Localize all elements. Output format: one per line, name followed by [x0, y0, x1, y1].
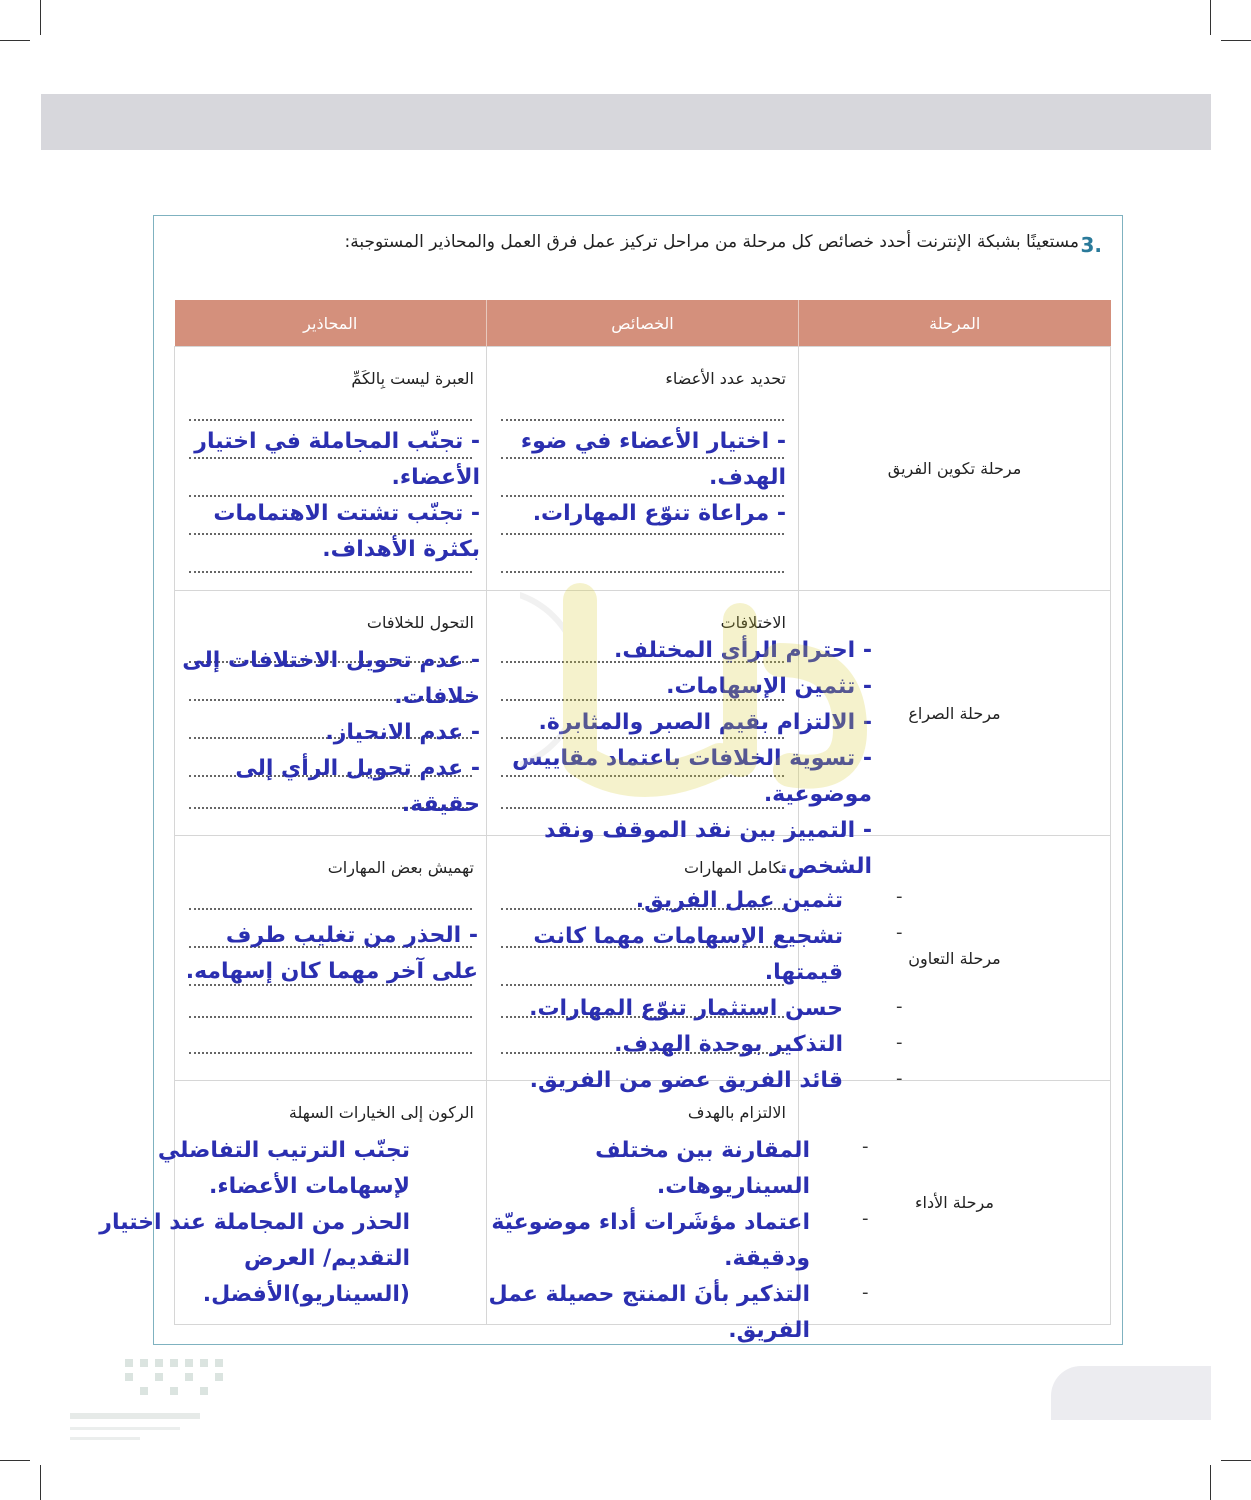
caution-label: الركون إلى الخيارات السهلة: [288, 1103, 474, 1122]
question-number: 3.: [1080, 233, 1102, 257]
bullet-dash: -: [896, 996, 903, 1017]
question-text: مستعينًا بشبكة الإنترنت أحدد خصائص كل مرحلة من مراحل تركيز عمل فرق العمل والمحاذير المستوجبة:: [344, 232, 1079, 252]
bullet-dash: -: [896, 886, 903, 907]
feature-answer-row4: المقارنة بين مختلف السيناريوهات. اعتماد مؤشَرات أداء موضوعيّة ودقيقة. التذكير بأنَ المنتج حصيلة عمل الفريق.: [488, 1138, 810, 1343]
crop-mark: [1210, 1465, 1211, 1500]
crop-mark: [40, 1465, 41, 1500]
bullet-dash: -: [896, 1068, 903, 1089]
feature-answer-row3: تثمين عمل الفريق. تشجيع الإسهامات مهما كانت قيمتها. حسن استثمار تنوّع المهارات. التذكير بوحدة الهدف. قائد الفريق عضو من الفريق.: [529, 888, 843, 1093]
stage-cell: مرحلة التعاون: [799, 836, 1111, 1081]
crop-mark: [0, 1460, 30, 1461]
caution-label: تهميش بعض المهارات: [327, 858, 474, 877]
crop-mark: [0, 40, 30, 41]
watermark-logo: [520, 560, 920, 860]
caution-answer-row2: - عدم تحويل الاختلافات إلى خلافات. - عدم الانحياز. - عدم تحويل الرأي إلى حقيقة.: [182, 648, 480, 817]
bullet-dash: -: [896, 922, 903, 943]
feature-answer-row1: - اختيار الأعضاء في ضوء الهدف. - مراعاة تنوّع المهارات.: [520, 429, 786, 526]
bullet-dash: -: [862, 1208, 869, 1229]
bullet-dash: -: [862, 1136, 869, 1157]
crop-mark: [40, 0, 41, 35]
header-stage: المرحلة: [799, 300, 1111, 347]
page-number-tab: [1051, 1366, 1211, 1420]
crop-mark: [1221, 1460, 1251, 1461]
feature-label: تحديد عدد الأعضاء: [665, 369, 786, 388]
crop-mark: [1210, 0, 1211, 35]
caution-answer-row3: - الحذر من تغليب طرف على آخر مهما كان إسهامه.: [185, 923, 478, 984]
feature-label: تكامل المهارات: [684, 858, 786, 877]
crop-mark: [1221, 40, 1251, 41]
stage-cell: مرحلة تكوين الفريق: [799, 347, 1111, 591]
header-features: الخصائص: [487, 300, 799, 347]
caution-answer-row1: - تجنّب المجاملة في اختيار الأعضاء. - تجنّب تشتت الاهتمامات بكثرة الأهداف.: [194, 429, 480, 562]
header-cautions: المحاذير: [175, 300, 487, 347]
bullet-dash: -: [862, 1282, 869, 1303]
header-band: [41, 94, 1211, 150]
caution-label: العبرة ليست بِالكَمِّ: [351, 369, 474, 388]
caution-answer-row4: تجنّب الترتيب التفاضلي لإسهامات الأعضاء. الحذر من المجاملة عند اختيار التقديم/ العرض (السيناريو)الأفضل.: [99, 1138, 410, 1307]
feature-answer-row2: - احترام الرأي المختلف. - تثمين الإسهامات. - الالتزام بقيم الصبر والمثابرة. - تسوية الخلافات باعتماد مقاييس موضوعية. - التمييز بين نقد الموقف ونقد الشخص.: [512, 638, 872, 879]
feature-label: الالتزام بالهدف: [687, 1103, 786, 1122]
table-header-row: [175, 300, 1111, 347]
stage-cell: مرحلة الصراع: [799, 591, 1111, 836]
feature-label: الاختلافات: [720, 613, 786, 632]
ministry-logo: [70, 1355, 240, 1445]
bullet-dash: -: [896, 1032, 903, 1053]
stage-cell: مرحلة الأداء: [799, 1081, 1111, 1325]
caution-label: التحول للخلافات: [366, 613, 474, 632]
